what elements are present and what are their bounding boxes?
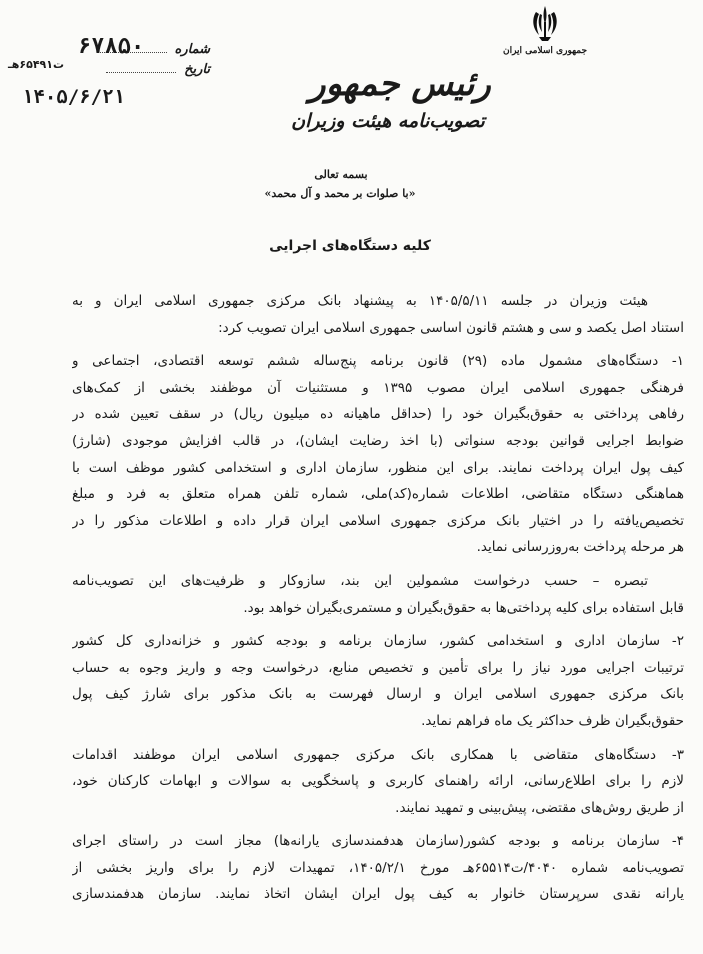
paragraph <box>72 628 684 734</box>
text-line: یارانه نقدی سرپرستان خانوار به کیف پول ایران ایشان اتخاذ نمایند. سازمان هدفمندسازی <box>72 886 684 903</box>
text-line: تخصیص‌یافته را در اختیار بانک مرکزی جمهوری اسلامی ایران قرار داده و اطلاعات مذکور را در <box>72 512 684 529</box>
paragraph <box>72 742 684 822</box>
text-line: هر مرحله پرداخت به‌روزرسانی نماید. <box>476 539 684 556</box>
text-line: رفاهی پرداختی به حقوق‌بگیران خود را (حداقل ماهیانه ده میلیون ریال) در سقف تعیین شده در <box>72 406 684 423</box>
paragraph <box>72 828 684 908</box>
bismillah: بسمه تعالی <box>314 168 368 181</box>
emblem <box>470 4 620 44</box>
number-label: شماره <box>174 42 210 57</box>
text-line: حقوق‌بگیران ظرف حداکثر یک ماه فراهم نماید. <box>421 712 684 729</box>
text-line: تصویب‌نامه شماره ۴۰۴۰/ت۶۵۵۱۴هـ مورخ ۱۴۰۵/۲/۱، تمهیدات لازم را برای واریز بخشی از <box>72 859 684 876</box>
text-line: هماهنگی دستگاه متقاضی، اطلاعات شماره(کد)ملی، شماره تلفن همراه متعلق به فرد و مبلغ <box>72 486 684 503</box>
paragraph <box>72 348 684 561</box>
handwritten-number: ۶۷۸۵۰ <box>78 34 145 59</box>
text-line: از طریق روش‌های مقتضی، پیش‌بینی و تمهید نمایند. <box>395 799 684 816</box>
recipient-heading: کلیه دستگاه‌های اجرایی <box>269 238 431 254</box>
text-line: قابل استفاده برای کلیه پرداختی‌ها به حقوق‌بگیران و مستمری‌بگیران خواهد بود. <box>243 599 684 616</box>
text-line: ۱- دستگاه‌های مشمول ماده (۲۹) قانون برنامه پنج‌ساله ششم توسعه اقتصادی، اجتماعی و <box>72 353 684 370</box>
handwritten-date: ۱۴۰۵/۶/۲۱ <box>22 86 125 108</box>
text-line: لازم را برای اطلاع‌رسانی، ارائه راهنمای کاربری و پاسخگویی به سوالات و ابهامات کارکنان خود، <box>72 773 684 790</box>
text-line: کیف پول ایران پرداخت نمایند. برای این منظور، سازمان اداری و استخدامی کشور موظف است با <box>72 459 684 476</box>
text-line: ۴- سازمان برنامه و بودجه کشور(سازمان هدفمندسازی یارانه‌ها) مجاز است در راستای اجرای <box>72 833 684 850</box>
text-line: هیئت وزیران در جلسه ۱۴۰۵/۵/۱۱ به پیشنهاد بانک مرکزی جمهوری اسلامی ایران و به <box>72 293 648 309</box>
paragraph <box>72 568 684 621</box>
text-line: بانک مرکزی جمهوری اسلامی ایران و ارسال فهرست به بانک مذکور برای شارژ کیف پول <box>72 686 684 703</box>
text-line: ترتیبات اجرایی مورد نیاز را برای تأمین و تخصیص منابع، درخواست وجه و واریز وجوه به حساب <box>72 659 684 676</box>
reference-code: ت۶۵۴۹۱هـ <box>8 58 65 71</box>
text-line: فرهنگی جمهوری اسلامی ایران مصوب ۱۳۹۵ و مستثنیات آن موظفند بخشی از کمک‌های <box>72 379 684 396</box>
paragraph <box>72 288 684 341</box>
text-line: استناد اصل یکصد و سی و هشتم قانون اساسی جمهوری اسلامی ایران تصویب کرد: <box>218 319 684 336</box>
date-row <box>102 62 210 77</box>
text-line: تبصره – حسب درخواست مشمولین این بند، سازوکار و ظرفیت‌های این تصویب‌نامه <box>72 572 648 589</box>
date-label: تاریخ <box>184 62 210 77</box>
salawat: «با صلوات بر محمد و آل محمد» <box>264 187 416 200</box>
office-title: رئیس جمهور <box>309 64 491 104</box>
document-type: تصویب‌نامه هیئت وزیران <box>291 110 485 132</box>
iran-emblem-icon <box>528 4 562 44</box>
text-line: ۳- دستگاه‌های متقاضی با همکاری بانک مرکزی جمهوری اسلامی ایران موظفند اقدامات <box>72 746 684 763</box>
country-name: جمهوری اسلامی ایران <box>502 46 588 56</box>
text-line: ۲- سازمان اداری و استخدامی کشور، سازمان برنامه و بودجه کشور و خزانه‌داری کل کشور <box>72 633 684 650</box>
decree-body <box>72 288 684 908</box>
date-dotted-line <box>106 68 176 73</box>
text-line: ضوابط اجرایی قوانین بودجه سنواتی (با اخذ رضایت ایشان)، در قالب افزایش موجودی (شارژ) <box>72 432 684 449</box>
